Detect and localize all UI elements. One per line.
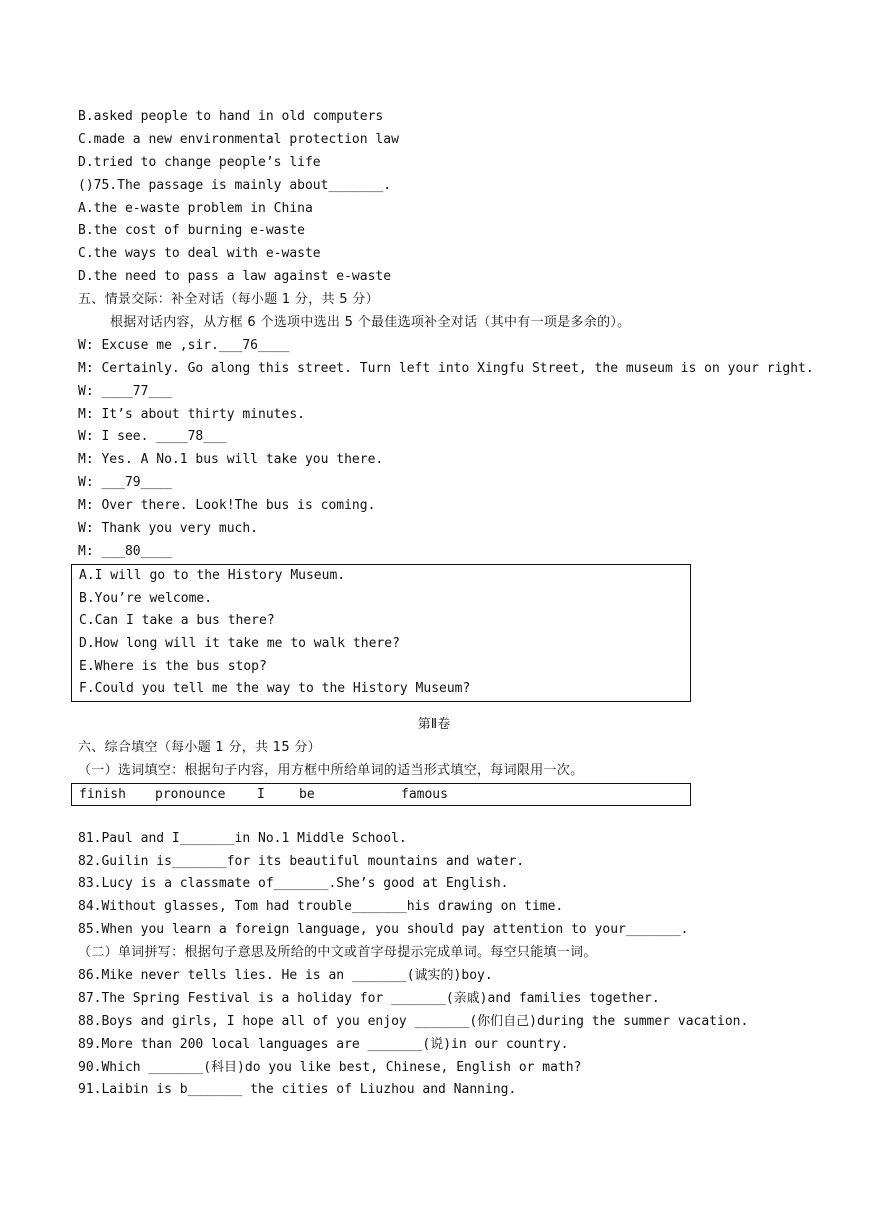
section-6-sub2-title: （二）单词拼写：根据句子意思及所给的中文或首字母提示完成单词。每空只能填一词。: [78, 945, 597, 961]
section-6: [78, 737, 838, 1102]
dialogue-line: M: ___80____: [78, 543, 172, 559]
q74-option-d: D.tried to change people’s life: [78, 154, 321, 170]
word-be: be: [299, 786, 315, 802]
box-option-c: C.Can I take a bus there?: [79, 613, 275, 629]
section-5-title: 五、情景交际：补全对话（每小题 1 分，共 5 分）: [78, 292, 379, 308]
sub1-questions: [78, 828, 838, 942]
box-option-a: A.I will go to the History Museum.: [79, 567, 346, 583]
question-90: 90.Which _______(科目)do you like best, Chinese, English or math?: [78, 1059, 582, 1075]
page-content: [78, 106, 838, 1102]
question-88: 88.Boys and girls, I hope all of you enjoy _______(你们自己)during the summer vacation.: [78, 1013, 749, 1029]
word-finish: finish: [79, 786, 126, 802]
question-87: 87.The Spring Festival is a holiday for _______(亲戚)and families together.: [78, 990, 660, 1006]
section-6-title: 六、综合填空（每小题 1 分，共 15 分）: [78, 739, 321, 755]
question-81: 81.Paul and I_______in No.1 Middle School.: [78, 830, 407, 846]
question-82: 82.Guilin is_______for its beautiful mountains and water.: [78, 853, 525, 869]
box-option-e: E.Where is the bus stop?: [79, 658, 267, 674]
dialogue: [78, 335, 838, 564]
sub2-questions: [78, 965, 838, 1102]
q75: [78, 175, 838, 289]
q75-option-c: C.the ways to deal with e-waste: [78, 246, 321, 262]
word-box: [71, 783, 691, 806]
q75-option-d: D.the need to pass a law against e-waste: [78, 269, 392, 285]
dialogue-options-box: [71, 564, 691, 702]
question-83: 83.Lucy is a classmate of_______.She’s good at English.: [78, 876, 509, 892]
question-86: 86.Mike never tells lies. He is an _______(诚实的)boy.: [78, 967, 493, 983]
question-85: 85.When you learn a foreign language, you should pay attention to your_______.: [78, 922, 689, 938]
question-91: 91.Laibin is b_______ the cities of Liuzhou and Nanning.: [78, 1082, 517, 1098]
question-84: 84.Without glasses, Tom had trouble_______his drawing on time.: [78, 899, 564, 915]
box-option-d: D.How long will it take me to walk there?: [79, 635, 400, 651]
dialogue-line: W: ___79____: [78, 475, 172, 491]
q74-options: [78, 106, 838, 175]
box-option-b: B.You’re welcome.: [79, 590, 213, 606]
word-pronounce: pronounce: [155, 786, 226, 802]
q74-option-b: B.asked people to hand in old computers: [78, 109, 384, 124]
dialogue-line: W: Thank you very much.: [78, 521, 259, 537]
word-i: I: [257, 786, 265, 802]
word-famous: famous: [401, 786, 448, 802]
box-option-f: F.Could you tell me the way to the History Museum?: [79, 681, 471, 697]
dialogue-line: W: Excuse me ,sir.___76____: [78, 337, 290, 353]
dialogue-line: W: ____77___: [78, 383, 172, 399]
part-2-title: 第Ⅱ卷: [417, 716, 451, 732]
question-89: 89.More than 200 local languages are _______(说)in our country.: [78, 1036, 569, 1052]
section-5: [78, 289, 838, 702]
dialogue-line: M: Certainly. Go along this street. Turn left into Xingfu Street, the museum is on your right.: [78, 360, 814, 376]
section-5-instruction: 根据对话内容，从方框 6 个选项中选出 5 个最佳选项补全对话（其中有一项是多余的）。: [110, 315, 631, 331]
section-6-sub1-title: （一）选词填空：根据句子内容，用方框中所给单词的适当形式填空，每词限用一次。: [78, 762, 584, 778]
dialogue-line: M: Yes. A No.1 bus will take you there.: [78, 452, 384, 468]
q74-option-c: C.made a new environmental protection law: [78, 131, 399, 147]
dialogue-line: M: Over there. Look!The bus is coming.: [78, 498, 376, 514]
q75-option-a: A.the e-waste problem in China: [78, 200, 313, 216]
q75-stem: ()75.The passage is mainly about_______.: [78, 177, 392, 193]
q75-option-b: B.the cost of burning e-waste: [78, 223, 305, 239]
dialogue-line: M: It’s about thirty minutes.: [78, 406, 305, 422]
dialogue-line: W: I see. ____78___: [78, 429, 227, 445]
